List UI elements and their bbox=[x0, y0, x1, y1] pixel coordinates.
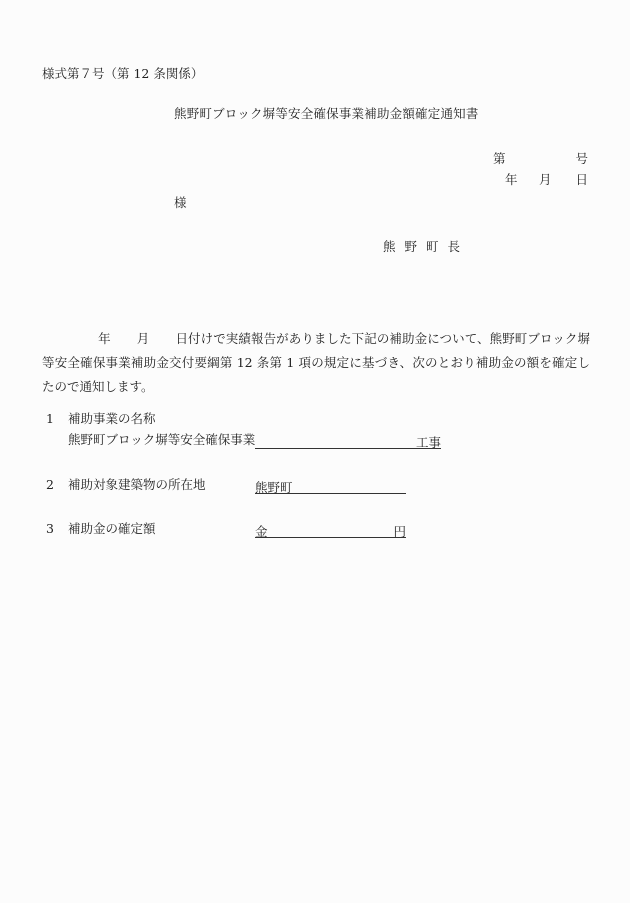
amount-prefix: 金 bbox=[255, 524, 268, 539]
reference-prefix: 第 bbox=[493, 151, 506, 166]
location-prefix: 熊野町 bbox=[255, 480, 293, 495]
section-1-number: 1 bbox=[46, 411, 54, 426]
date-year: 年 bbox=[505, 172, 518, 187]
project-name-field[interactable] bbox=[255, 433, 441, 449]
confirmed-amount-field[interactable] bbox=[255, 522, 406, 538]
recipient-suffix: 様 bbox=[174, 195, 187, 210]
body-text: 日付けで実績報告がありました下記の補助金について、熊野町ブロック塀等安全確保事業補助金交付要綱第 12 条第 1 項の規定に基づき、次のとおり補助金の額を確定したので通知します。 bbox=[42, 331, 590, 394]
notice-body bbox=[42, 327, 590, 399]
section-3-label: 補助金の確定額 bbox=[68, 521, 156, 536]
date-month: 月 bbox=[539, 172, 552, 187]
issuer-name: 熊野町長 bbox=[383, 239, 470, 254]
section-1-label: 補助事業の名称 bbox=[68, 411, 156, 426]
reference-suffix: 号 bbox=[575, 151, 588, 166]
reference-number bbox=[493, 153, 588, 166]
date-day: 日 bbox=[575, 172, 588, 187]
body-year: 年 bbox=[98, 331, 111, 346]
body-month: 月 bbox=[136, 331, 150, 346]
amount-suffix: 円 bbox=[393, 524, 406, 539]
building-location-field[interactable] bbox=[255, 478, 406, 494]
section-2-number: 2 bbox=[46, 477, 54, 492]
section-3-number: 3 bbox=[46, 521, 54, 536]
project-name-suffix: 工事 bbox=[415, 435, 441, 450]
section-1-sublabel: 熊野町ブロック塀等安全確保事業 bbox=[68, 432, 256, 447]
document-title: 熊野町ブロック塀等安全確保事業補助金額確定通知書 bbox=[174, 106, 479, 121]
form-number: 様式第７号（第 12 条関係） bbox=[42, 66, 204, 81]
section-2-label: 補助対象建築物の所在地 bbox=[68, 477, 206, 492]
